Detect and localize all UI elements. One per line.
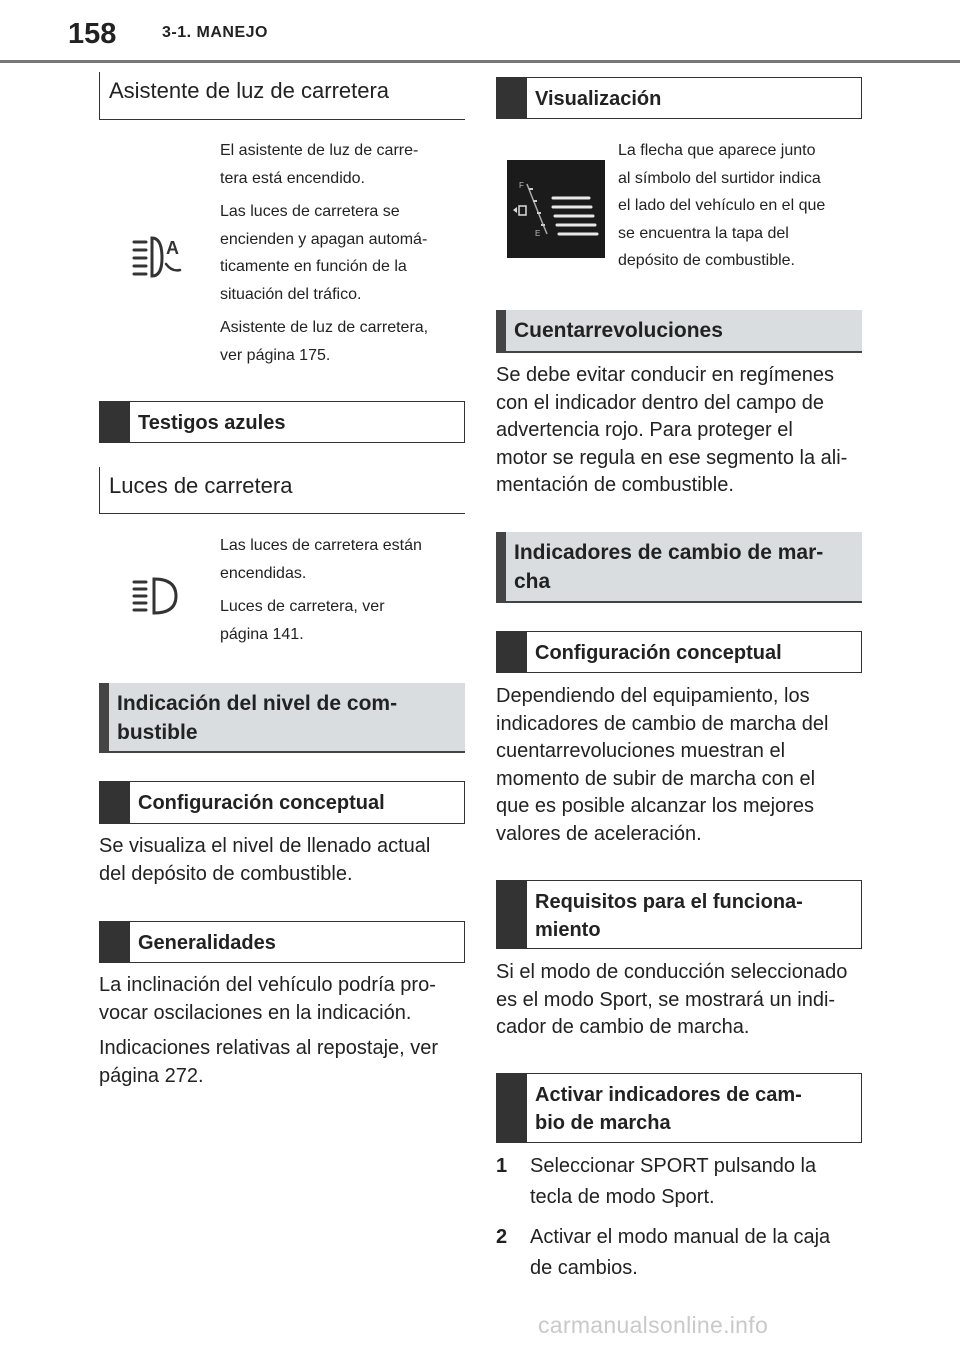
generalidades-body <box>99 972 469 1090</box>
heading-requisitos-line: Requisitos para el funciona- <box>535 891 803 913</box>
text-line: indicadores de cambio de marcha del <box>496 712 829 735</box>
heading-generalidades <box>99 921 465 963</box>
text-line: La inclinación del vehículo podría pro- <box>99 974 436 996</box>
text-line: encendidas. <box>220 564 307 582</box>
heading-luces-text: Luces de carretera <box>109 473 293 498</box>
step-text: de cambios. <box>530 1257 638 1279</box>
text-line: mentación de combustible. <box>496 474 734 496</box>
text-line: del depósito de combustible. <box>99 862 353 885</box>
text-line: El asistente de luz de carre- <box>220 142 419 159</box>
heading-cambio-line: cha <box>514 570 551 593</box>
config-body-left <box>99 833 469 888</box>
asistente-description <box>220 137 460 369</box>
heading-testigos-azules <box>99 401 465 443</box>
heading-asistente-text: Asistente de luz de carretera <box>109 78 390 103</box>
text-line: situación del tráfico. <box>220 285 362 303</box>
text-line: Se debe evitar conducir en regímenes <box>496 364 834 386</box>
heading-requisitos <box>496 880 862 949</box>
text-line: momento de subir de marcha con el <box>496 767 816 790</box>
text-line: Si el modo de conducción seleccionado <box>496 961 848 983</box>
step-number: 1 <box>496 1155 508 1177</box>
text-line: encienden y apagan automá- <box>220 230 428 248</box>
step-text: Activar el modo manual de la caja <box>530 1226 831 1248</box>
text-line: Dependiendo del equipamiento, los <box>496 685 810 707</box>
step-text: Seleccionar SPORT pulsando la <box>530 1155 817 1177</box>
text-line: vocar oscilaciones en la indicación. <box>99 1001 412 1024</box>
text-line: tera está encendido. <box>220 169 365 187</box>
text-line: advertencia rojo. Para proteger el <box>496 419 793 441</box>
watermark: carmanualsonline.info <box>538 1312 769 1338</box>
text-line: es el modo Sport, se mostrará un indi- <box>496 988 836 1011</box>
text-line: Las luces de carretera están <box>220 537 422 554</box>
heading-configuracion-left <box>99 781 465 824</box>
text-line: se encuentra la tapa del <box>618 224 789 242</box>
text-line: página 141. <box>220 625 304 643</box>
text-line: que es posible alcanzar los mejores <box>496 795 814 817</box>
luces-description <box>220 532 460 648</box>
step-text: tecla de modo Sport. <box>530 1186 715 1208</box>
text-line: valores de aceleración. <box>496 822 702 845</box>
heading-requisitos-line: miento <box>535 919 601 941</box>
heading-generalidades-text: Generalidades <box>138 932 276 954</box>
page-number: 158 <box>68 18 117 50</box>
text-line: página 272. <box>99 1064 204 1087</box>
text-line: ticamente en función de la <box>220 258 407 275</box>
section-title: 3-1. MANEJO <box>162 24 268 41</box>
fuel-label-f: F <box>519 181 524 190</box>
svg-text:A: A <box>166 238 179 258</box>
heading-visualizacion-text: Visualización <box>535 88 662 110</box>
heading-asistente <box>99 72 465 120</box>
heading-cuentarrevoluciones <box>496 310 862 353</box>
heading-cambio-marcha <box>496 532 862 603</box>
heading-nivel-line: bustible <box>117 721 198 744</box>
heading-activar-line: bio de marcha <box>535 1112 671 1134</box>
text-line: Luces de carretera, ver <box>220 598 385 615</box>
step-number: 2 <box>496 1226 508 1248</box>
heading-configuracion-text: Configuración conceptual <box>138 792 385 814</box>
heading-activar-line: Activar indicadores de cam- <box>535 1084 802 1106</box>
header-rule <box>0 60 960 63</box>
heading-testigos-text: Testigos azules <box>138 412 286 434</box>
heading-luces <box>99 467 465 514</box>
heading-configuracion-right <box>496 631 862 673</box>
fuel-label-e: E <box>535 229 541 238</box>
high-beam-assist-icon <box>132 234 184 283</box>
text-line: Asistente de luz de carretera, <box>220 319 429 336</box>
text-line: al símbolo del surtidor indica <box>618 169 821 187</box>
heading-nivel-line: Indicación del nivel de com- <box>117 692 398 715</box>
text-line: cador de cambio de marcha. <box>496 1016 750 1038</box>
heading-cuenta-text: Cuentarrevoluciones <box>514 319 723 342</box>
heading-visualizacion <box>496 77 862 119</box>
text-line: motor se regula en ese segmento la ali- <box>496 446 848 469</box>
heading-configuracion-right-text: Configuración conceptual <box>535 642 782 664</box>
heading-cambio-line: Indicadores de cambio de mar- <box>514 541 824 564</box>
heading-activar <box>496 1073 862 1143</box>
text-line: el lado del vehículo en el que <box>618 197 826 214</box>
visualizacion-description <box>618 137 862 275</box>
text-line: cuentarrevoluciones muestran el <box>496 740 786 762</box>
fuel-gauge-display <box>507 160 605 263</box>
text-line: depósito de combustible. <box>618 252 795 269</box>
text-line: La flecha que aparece junto <box>618 142 816 159</box>
text-line: Las luces de carretera se <box>220 203 400 220</box>
text-line: con el indicador dentro del campo de <box>496 391 824 414</box>
text-line: Indicaciones relativas al repostaje, ver <box>99 1037 439 1059</box>
high-beam-icon <box>132 576 184 621</box>
text-line: Se visualiza el nivel de llenado actual <box>99 835 431 857</box>
requisitos-body <box>496 959 866 1042</box>
config-body-right <box>496 683 866 848</box>
heading-nivel-combustible <box>99 683 465 753</box>
cuenta-body <box>496 362 866 500</box>
text-line: ver página 175. <box>220 346 331 364</box>
